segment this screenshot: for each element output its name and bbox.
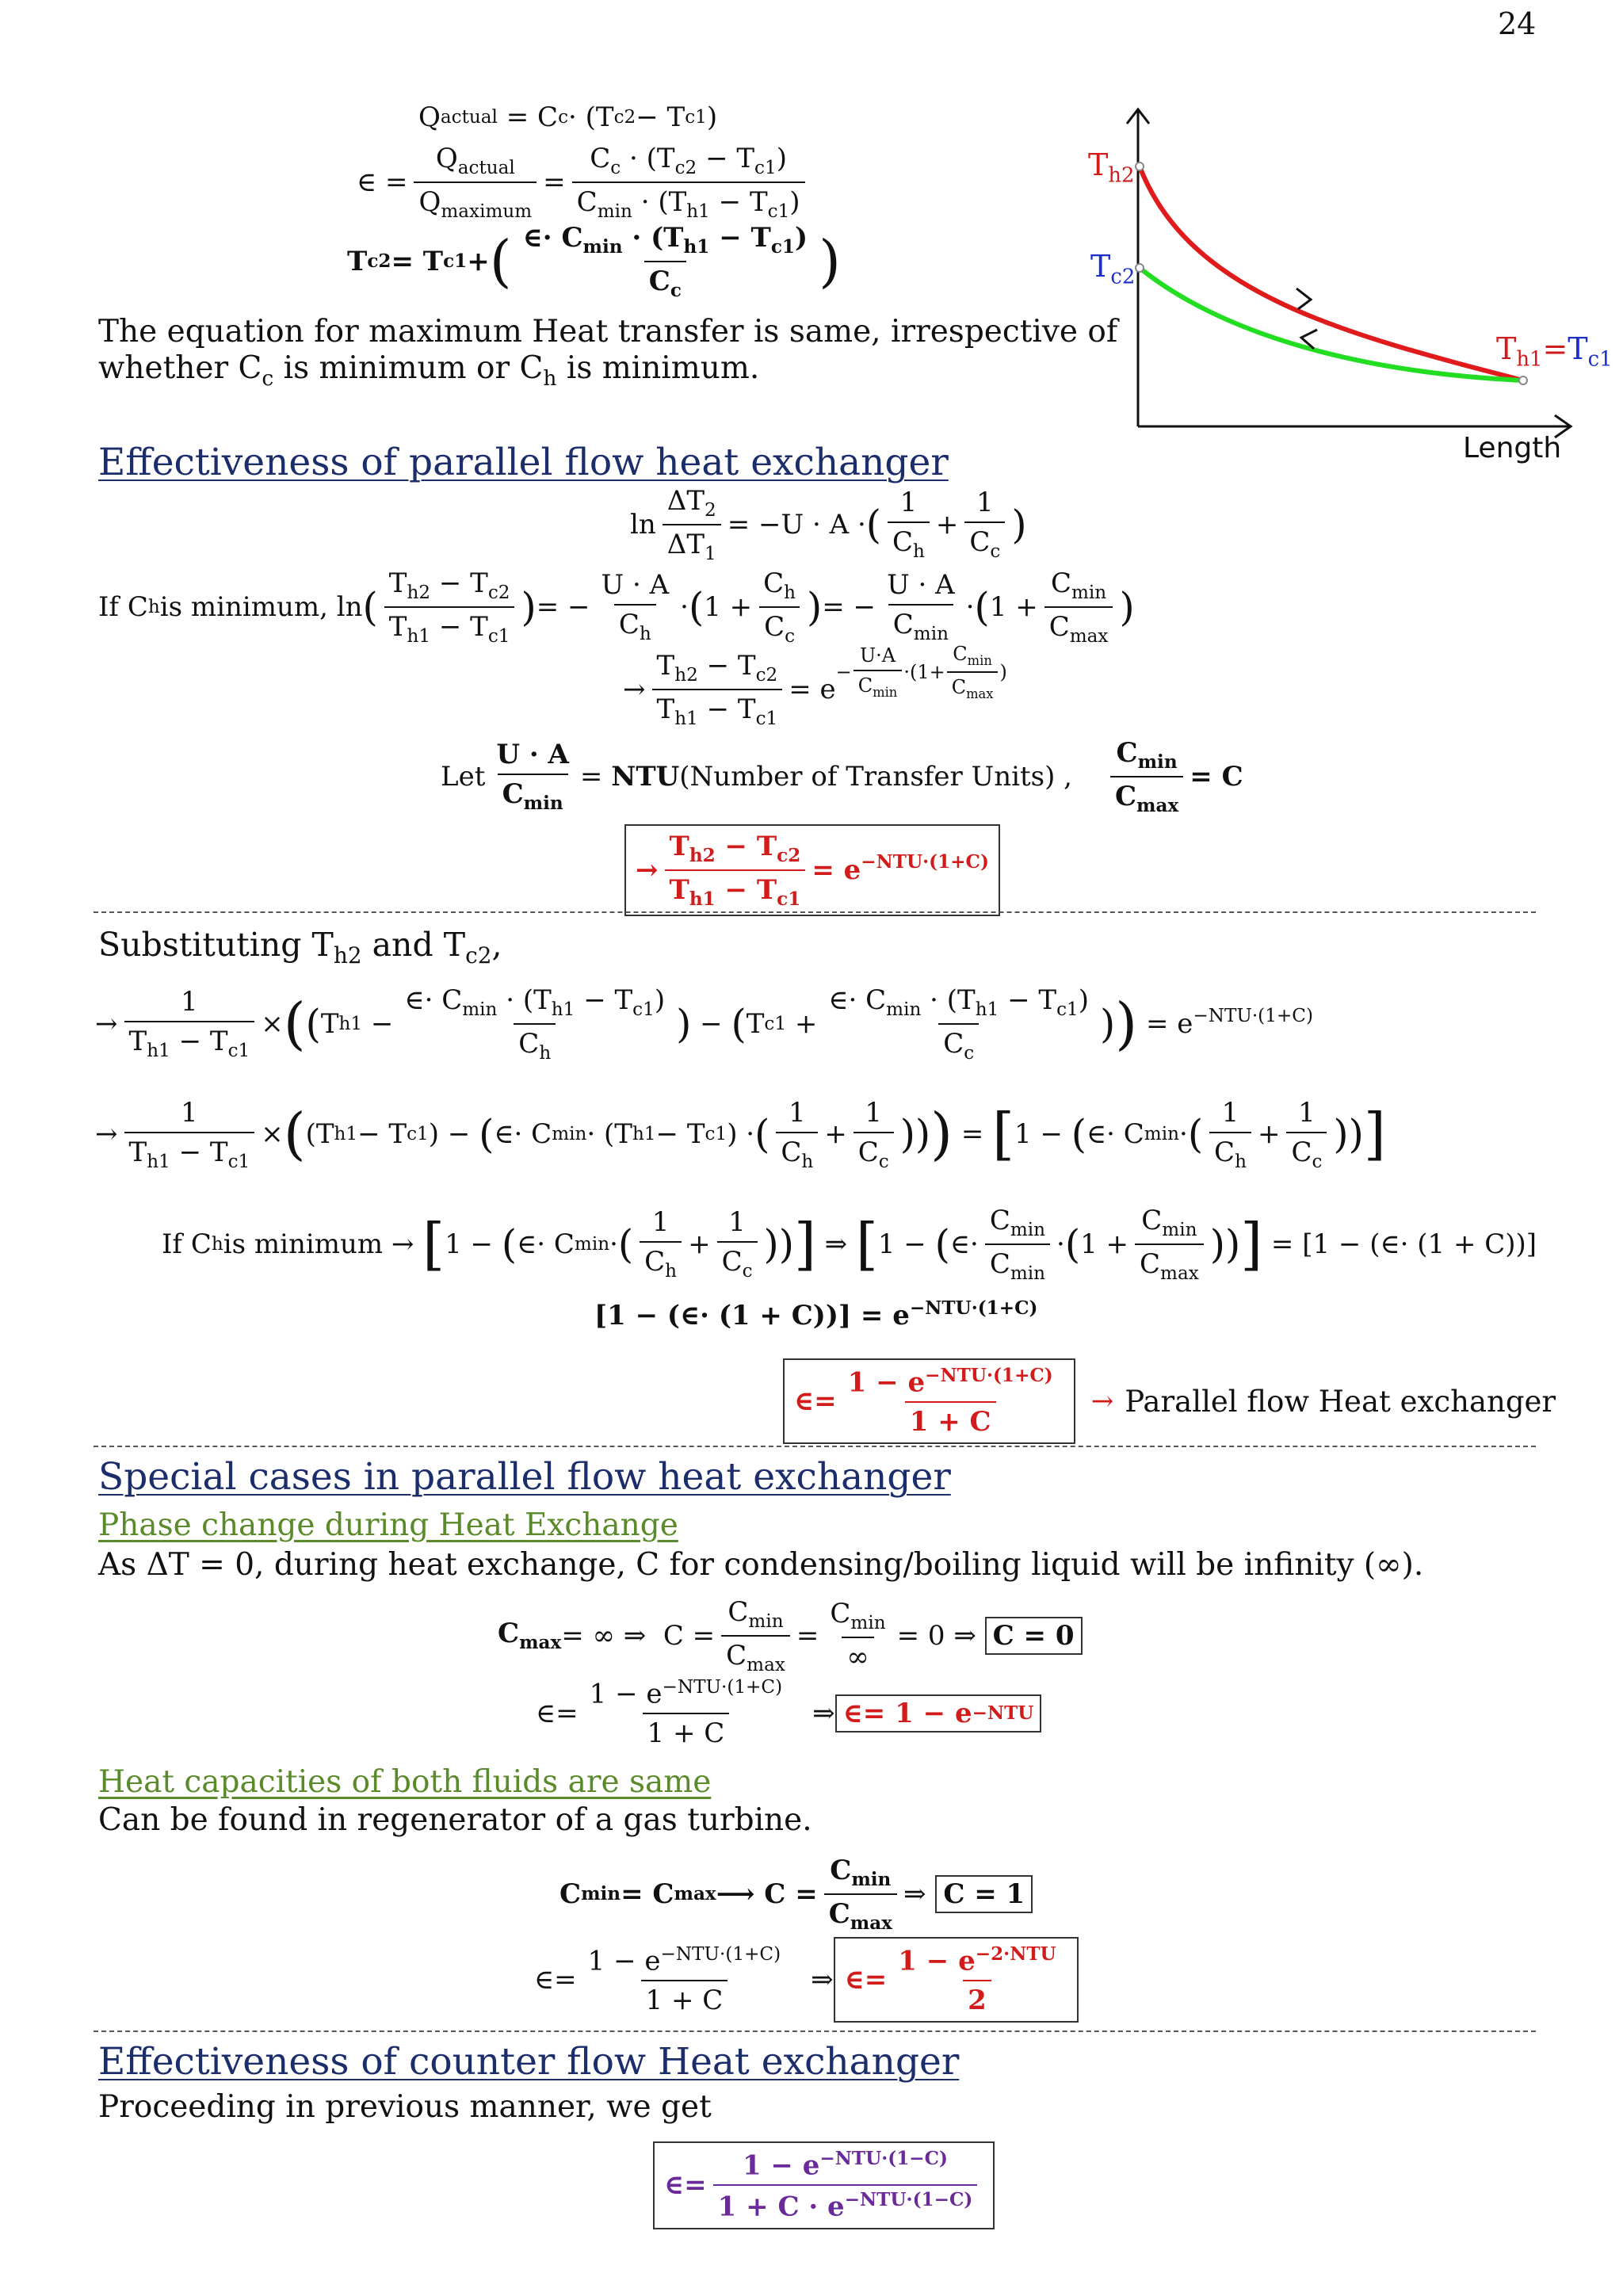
substitution-equation-3: If C h is minimum → [ 1 − ( ∈· C min · ( $\frac{1}{C_h}$ + $\frac{1}{C_c}$ )) ] ⇒ [ 1 − ( ∈· $\frac{C_{min}}{C_{min}}$ · ( 1 + $\frac{C_{min}}{C_{max}}$ )) ] = [1 − (∈· (1 + C))] — [162, 1205, 1537, 1284]
if-ch-minimum-equation: If C h is minimum, ln ( $\frac{T_{h2} - T_{c2}}{T_{h1} - T_{c1}}$ ) = − $\frac{U \cdot A}{C_h}$ · ( 1 + $\frac{C_h}{C_c}$ ) = − $\frac{U \cdot A}{C_{min}}$ · ( 1 + $\frac{C_{min}}{C_{max}}$ ) — [98, 567, 1135, 647]
th2-point — [1136, 162, 1144, 170]
label-tc2: $T_{c2}$ — [1090, 249, 1136, 289]
subheading-phase-change: Phase change during Heat Exchange — [98, 1507, 678, 1543]
ntu-definition-equation: Let $\frac{U \cdot A}{C_{min}}$ = NTU (Number of Transfer Units) , $\frac{C_{min}}{C_{max}}$ = C — [441, 737, 1243, 816]
counter-flow-effectiveness: ∈= $\frac{1 - e^{-NTU\cdot(1-C)}}{1 + C \cdot e^{-NTU\cdot(1-C)}}$ — [653, 2141, 995, 2229]
phase-change-effectiveness: ∈= $\frac{1 - e^{-NTU\cdot(1+C)}}{1 + C}$ ⇒ ∈= 1 − e −NTU — [536, 1677, 1041, 1749]
outlet-point — [1519, 376, 1527, 384]
ln-delta-t-equation: ln $\frac{\Delta T_2}{\Delta T_1}$ = −U · A · ( $\frac{1}{C_h}$ + $\frac{1}{C_c}$ ) — [630, 485, 1027, 564]
subheading-same-capacities: Heat capacities of both fluids are same — [98, 1764, 712, 1800]
divider-2 — [94, 1446, 1536, 1447]
label-th2: $T_{h2}$ — [1088, 147, 1135, 188]
phase-change-text: As ΔT = 0, during heat exchange, C for condensing/boiling liquid will be infinity (∞). — [98, 1547, 1424, 1583]
same-capacities-text: Can be found in regenerator of a gas turbine. — [98, 1802, 812, 1838]
counter-flow-text: Proceeding in previous manner, we get — [98, 2089, 712, 2125]
note-line-1: The equation for maximum Heat transfer is same, irrespective of — [98, 314, 1118, 350]
boxed-parallel-result: → $\frac{T_{h2} - T_{c2}}{T_{h1} - T_{c1}}$ = e $^{-NTU\cdot(1+C)}$ — [624, 824, 1000, 916]
heading-parallel-flow: Effectiveness of parallel flow heat exchanger — [98, 441, 949, 484]
temperature-length-graph — [1078, 95, 1617, 468]
label-th1-tc1: $T_{h1}=T_{c1}$ — [1496, 331, 1613, 372]
heading-counter-flow: Effectiveness of counter flow Heat exchanger — [98, 2040, 960, 2084]
parallel-flow-final-result: ∈= $\frac{1 - e^{-NTU\cdot(1+C)}}{1 + C}$ → Parallel flow Heat exchanger — [783, 1358, 1556, 1444]
q-actual-equation: Q actual = C c · (T c2 − T c1 ) — [418, 101, 718, 133]
cmax-infinity-equation: $C_{max}$ = ∞ ⇒ C = $\frac{C_{min}}{C_{max}}$ = $\frac{C_{min}}{\infty}$ = 0 ⇒ C = 0 — [498, 1596, 1083, 1675]
tc2-equation: T c2 = T c1 + ( $\frac{\in\cdot C_{min} \cdot (T_{h1} - T_{c1})}{C_c}$ ) — [347, 222, 841, 301]
balanced-flow-effectiveness: ∈= $\frac{1 - e^{-NTU\cdot(1+C)}}{1 + C}$ ⇒ ∈= $\frac{1 - e^{-2\cdot NTU}}{2}$ — [534, 1937, 1079, 2023]
divider-3 — [94, 2030, 1536, 2032]
substitution-equation-1: → $\frac{1}{T_{h1} - T_{c1}}$ × ( ( T h1 − $\frac{\in\cdot C_{min} \cdot (T_{h1} - T_{c1})}{C_h}$ ) − ( T c1 + $\frac{\in\cdot C_{min} \cdot (T_{h1} - T_{c1})}{C_c}$ ) ) = e $^{-NTU\cdot(1+C)}$ — [95, 984, 1313, 1064]
x-axis-label: Length — [1463, 432, 1562, 464]
substitution-equation-4: [1 − (∈· (1 + C))] = e $^{-NTU\cdot(1+C)}$ — [594, 1297, 1038, 1331]
substituting-text: Substituting $T_{h2}$ and $T_{c2}$, — [98, 926, 502, 969]
hot-flow-arrow — [1296, 288, 1311, 309]
substitution-equation-2: → $\frac{1}{T_{h1} - T_{c1}}$ × ( (T h1 − T c1 ) − ( ∈· C min · (T h1 − T c1 ) · ( $\frac{1}{C_h}$ + $\frac{1}{C_c}$ )) ) = [ 1 − ( ∈· C min · ( $\frac{1}{C_h}$ + $\frac{1}{C_c}$ )) ] — [95, 1097, 1386, 1172]
heading-special-cases: Special cases in parallel flow heat exchanger — [98, 1455, 951, 1499]
hot-fluid-curve — [1140, 166, 1523, 380]
effectiveness-definition-equation: ∈ = $\frac{Q_{actual}}{Q_{maximum}}$ = $\frac{C_c \cdot (T_{c2} - T_{c1})}{C_{min} \cdot (T_{h1} - T_{c1})}$ — [357, 143, 812, 222]
tc2-point — [1136, 264, 1144, 272]
note-line-2: whether $C_c$ is minimum or $C_h$ is minimum. — [98, 350, 760, 391]
divider-1 — [94, 911, 1536, 913]
page-number: 24 — [1498, 6, 1537, 41]
exponential-form-equation: → $\frac{T_{h2} - T_{c2}}{T_{h1} - T_{c1}}$ = e − $\frac{U\cdot A}{C_{min}}$ ·(1+ $\frac{C_{min}}{C_{max}}$ ) — [623, 643, 1007, 729]
cmin-equals-cmax-equation: C min = C max ⟶ C = $\frac{C_{min}}{C_{max}}$ ⇒ C = 1 — [559, 1855, 1033, 1934]
